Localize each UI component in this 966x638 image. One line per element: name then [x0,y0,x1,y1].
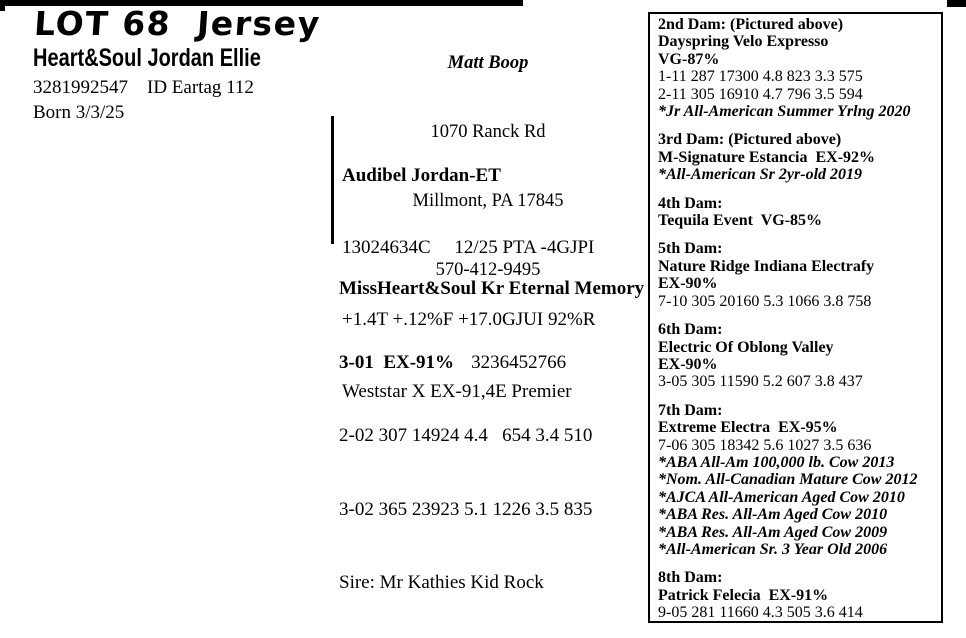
pedigree-line: *ABA Res. All-Am Aged Cow 2009 [658,523,888,541]
pedigree-line: Extreme Electra EX-95% [658,419,838,437]
pedigree-line: M-Signature Estancia EX-92% [658,148,876,166]
dam-sire-line: Sire: Mr Kathies Kid Rock [339,572,544,593]
dam-score: 3-01 EX-91% [339,351,455,373]
dam-score-line [339,351,644,376]
pedigree-line: 3rd Dam: (Pictured above) [658,131,842,149]
sire-maternal-line: Weststar X EX-91,4E Premier [342,381,572,402]
pedigree-line: Dayspring Velo Expresso [658,33,829,51]
sire-reg-pta-line: 13024634C 12/25 PTA -4GJPI [342,237,595,258]
pedigree-line: VG-87% [658,50,720,68]
pedigree-line: Nature Ridge Indiana Electrafy [658,257,875,275]
pedigree-line: 3-05 305 11590 5.2 607 3.8 437 [658,373,863,391]
pedigree-section-5th-dam [658,240,933,310]
pedigree-line: *All-American Sr 2yr-old 2019 [658,166,863,184]
pedigree-section-4th-dam [658,195,933,230]
pedigree-line: Patrick Felecia EX-91% [658,586,829,604]
consignor-city-state: Millmont, PA 17845 [412,191,564,211]
pedigree-section-8th-dam [658,569,933,621]
pedigree-section-2nd-dam [658,16,933,120]
pedigree-line: 5th Dam: [658,240,723,258]
lot-title: LOT 68 Jersey [33,4,323,43]
pedigree-line: 9-05 281 11660 4.3 505 3.6 414 [658,604,863,622]
pedigree-line: 6th Dam: [658,321,723,339]
top-border-notch [0,6,5,11]
dam-registration: 3236452766 [471,351,567,373]
pedigree-line: 8th Dam: [658,569,723,587]
pedigree-line: *ABA Res. All-Am Aged Cow 2010 [658,506,888,524]
pedigree-section-7th-dam [658,402,933,559]
pedigree-line: *Nom. All-Canadian Mature Cow 2012 [658,471,918,489]
pedigree-line: Electric Of Oblong Valley [658,338,834,356]
pedigree-line: 7-06 305 18342 5.6 1027 3.5 636 [658,436,872,454]
dam-block [339,228,644,638]
pedigree-line: *Jr All-American Summer Yrlng 2020 [658,103,911,121]
sire-name: Audibel Jordan-ET [342,165,501,186]
pedigree-line: 7th Dam: [658,401,723,419]
pedigree-line: 2nd Dam: (Pictured above) [658,16,844,33]
pedigree-line: Tequila Event VG-85% [658,212,823,230]
pedigree-line: 2-11 305 16910 4.7 796 3.5 594 [658,85,863,103]
consignor-name: Matt Boop [447,53,529,73]
pedigree-section-3rd-dam [658,131,933,183]
pedigree-line: EX-90% [658,355,718,373]
pedigree-line: 1-11 287 17300 4.8 823 3.3 575 [658,68,863,86]
pedigree-line: *ABA All-Am 100,000 lb. Cow 2013 [658,453,895,471]
lot-header [33,4,323,124]
dam-name: MissHeart&Soul Kr Eternal Memory [339,278,645,299]
pedigree-line: *All-American Sr. 3 Year Old 2006 [658,540,888,558]
pedigree-line: *AJCA All-American Aged Cow 2010 [658,488,905,506]
dam-record-2: 3-02 365 23923 5.1 1226 3.5 835 [339,498,593,520]
registration-line: 3281992547 ID Eartag 112 [33,77,254,98]
animal-name: Heart&Soul Jordan Ellie [33,44,261,72]
pedigree-line: 4th Dam: [658,194,723,212]
pedigree-section-6th-dam [658,321,933,391]
birthdate-line: Born 3/3/25 [33,102,125,123]
pedigree-box [648,12,943,623]
consignor-street: 1070 Ranck Rd [430,122,546,142]
sire-proof-line: +1.4T +.12%F +17.0GJUI 92%R [342,309,596,330]
pedigree-line: EX-90% [658,275,718,293]
top-right-mark [947,0,966,7]
pedigree-line: 7-10 305 20160 5.3 1066 3.8 758 [658,292,872,310]
dam-record-1: 2-02 307 14924 4.4 654 3.4 510 [339,425,593,446]
consignor-phone: 570-412-9495 [435,260,541,280]
